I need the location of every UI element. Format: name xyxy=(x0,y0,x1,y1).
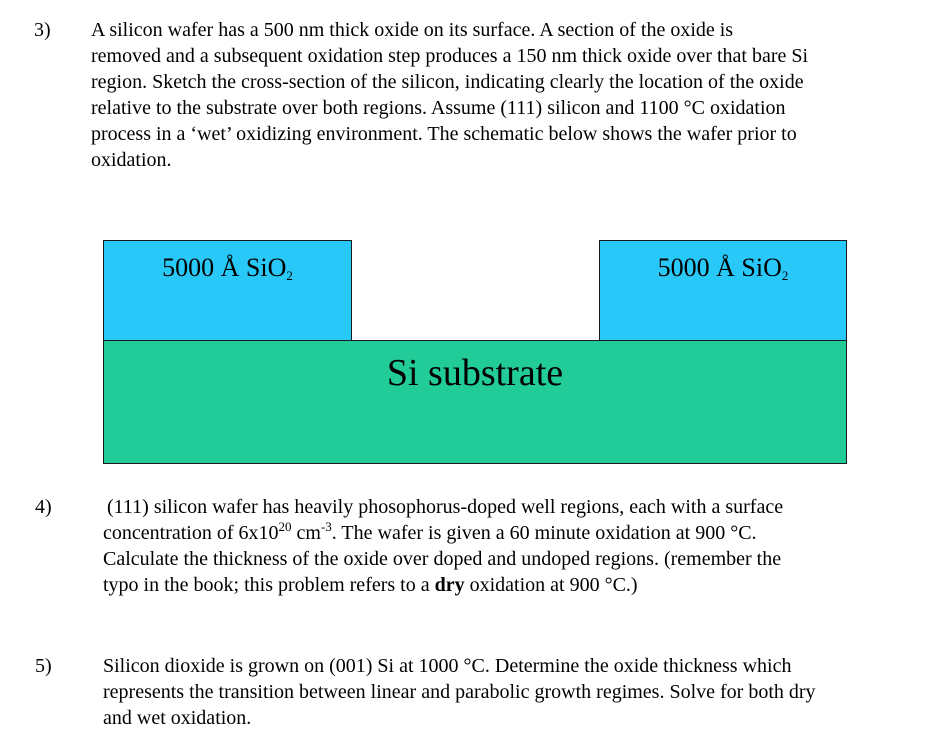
oxide-label-subscript: 2 xyxy=(286,268,293,283)
oxide-label-subscript: 2 xyxy=(781,268,789,283)
problem-4-line xyxy=(103,572,783,598)
problem-3-line: removed and a subsequent oxidation step produces a 150 nm thick oxide over that bare Si xyxy=(91,45,809,67)
si-substrate-block xyxy=(103,340,847,464)
oxide-label-text: 5000 Å SiO xyxy=(162,253,287,282)
problem-3-line: relative to the substrate over both regions. Assume (111) silicon and 1100 °C oxidation xyxy=(91,97,786,119)
problem-4-typo-text: typo in the book; this problem refers to a xyxy=(103,574,435,596)
problem-4-exponent: 20 xyxy=(278,519,292,534)
problem-5-line: and wet oxidation. xyxy=(103,707,252,729)
problem-4-oxidation-text: . The wafer is given a 60 minute oxidation at 900 °C. xyxy=(331,522,757,544)
problem-4-unit-exponent: -3 xyxy=(320,519,332,534)
problem-4-line: Calculate the thickness of the oxide over doped and undoped regions. (remember the xyxy=(103,548,782,570)
problem-5-line: Silicon dioxide is grown on (001) Si at 1000 °C. Determine the oxide thickness which xyxy=(103,655,792,677)
problem-4-line: (111) silicon wafer has heavily phosophorus-doped well regions, each with a surface xyxy=(107,496,784,518)
problem-5-line: represents the transition between linear and parabolic growth regimes. Solve for both dry xyxy=(103,681,816,703)
problem-3-text xyxy=(91,17,808,173)
oxide-block-left xyxy=(103,240,352,341)
oxide-label-text: 5000 Å SiO xyxy=(657,253,782,282)
problem-3-line: region. Sketch the cross-section of the silicon, indicating clearly the location of the oxide xyxy=(91,71,804,93)
oxide-label-right xyxy=(600,253,846,283)
problem-4-text xyxy=(103,494,784,598)
problem-4-number: 4) xyxy=(35,496,52,518)
problem-4-line xyxy=(103,520,783,546)
problem-5-number: 5) xyxy=(35,655,52,677)
problem-4-unit: cm xyxy=(291,522,321,544)
oxide-label-left xyxy=(104,253,351,283)
problem-4-closing-text: oxidation at 900 °C.) xyxy=(464,574,638,596)
problem-4-concentration-text: concentration of 6x10 xyxy=(103,522,279,544)
problem-3-line: oxidation. xyxy=(91,149,172,171)
problem-3-line: process in a ‘wet’ oxidizing environment. The schematic below shows the wafer prior to xyxy=(91,123,797,145)
oxide-block-right xyxy=(599,240,847,341)
problem-3-line: A silicon wafer has a 500 nm thick oxide on its surface. A section of the oxide is xyxy=(91,19,734,41)
problem-4-dry-emphasis: dry xyxy=(434,574,465,596)
si-substrate-label: Si substrate xyxy=(386,352,564,394)
problem-3-number: 3) xyxy=(34,19,51,41)
problem-5-text xyxy=(103,653,816,731)
